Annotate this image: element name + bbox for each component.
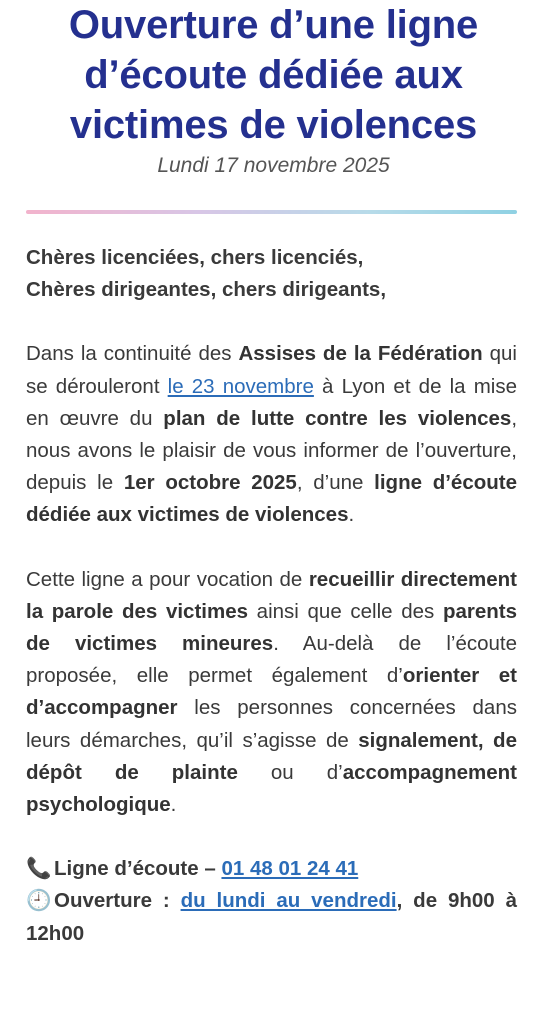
bold-segment: plan de lutte contre les violences (163, 406, 512, 430)
bold-segment: orienter et d’accompagner (26, 664, 517, 720)
text-segment: . Au-delà de l’écoute proposée, elle permet également d’ (26, 632, 517, 688)
date-link[interactable]: le 23 novembre (167, 374, 314, 398)
text-segment: à Lyon et de la mise en œuvre du (26, 374, 518, 430)
bold-segment: signalement, de dépôt de plainte (26, 728, 517, 784)
text-segment: , nous avons le plaisir de vous informer de l’ouverture, depuis le (26, 406, 518, 495)
paragraph-purpose (26, 564, 517, 822)
hours-label: Ouverture : (54, 889, 181, 913)
bold-segment: accompagnement psychologique (26, 760, 517, 817)
article-body (26, 242, 517, 950)
bold-segment: ligne d’écoute dédiée aux victimes de violences (26, 471, 518, 527)
greeting-line: Chères dirigeantes, chers dirigeants, (26, 278, 387, 302)
title-line: victimes de violences (69, 103, 478, 147)
phone-label: Ligne d’écoute – (54, 857, 222, 881)
text-segment: Dans la continuité des (26, 342, 239, 366)
text-segment: ainsi que celle des (248, 599, 443, 623)
text-segment: qui se dérouleront (26, 342, 517, 398)
text-segment: ou d’ (237, 760, 343, 784)
hours-line (26, 885, 517, 949)
bold-segment: Assises de la Fédération (238, 342, 483, 366)
text-segment: Cette ligne a pour vocation de (26, 567, 309, 591)
paragraph-intro (26, 338, 517, 531)
title-line: d’écoute dédiée aux (84, 53, 463, 97)
gradient-divider (26, 210, 517, 214)
title-line: Ouverture d’une ligne (68, 3, 479, 47)
text-segment: . (348, 503, 355, 527)
text-segment: les personnes concernées dans leurs démarches, qu’il s’agisse de (26, 696, 517, 752)
text-segment: , d’une (296, 471, 375, 495)
phone-icon: 📞 (26, 857, 52, 881)
article-title (0, 0, 547, 150)
hours-value: , de 9h00 à 12h00 (26, 889, 517, 945)
text-segment: . (170, 793, 177, 817)
bold-segment: parents de victimes mineures (26, 599, 518, 656)
weekdays-link[interactable]: du lundi au vendredi (180, 889, 397, 913)
clock-icon: 🕘 (26, 889, 52, 913)
greeting-line: Chères licenciées, chers licenciés, (26, 246, 364, 269)
greeting (26, 242, 517, 306)
bold-segment: recueillir directement la parole des victimes (26, 567, 517, 623)
phone-line (26, 853, 517, 885)
bold-segment: 1er octobre 2025 (123, 471, 297, 495)
article-date: Lundi 17 novembre 2025 (157, 154, 390, 177)
phone-number-link[interactable]: 01 48 01 24 41 (221, 857, 359, 881)
